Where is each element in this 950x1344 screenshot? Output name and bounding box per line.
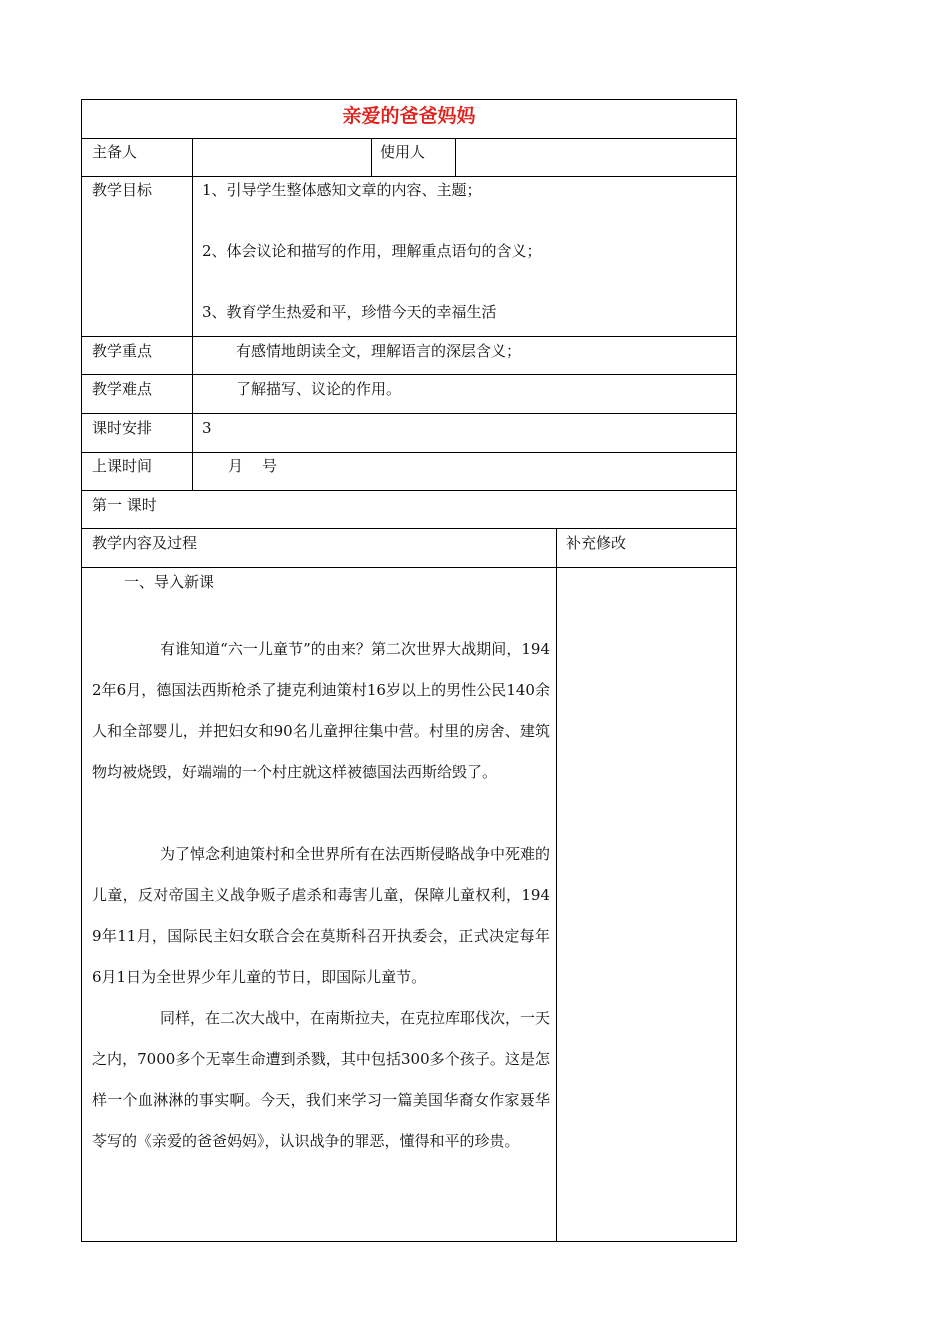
time-label: 上课时间	[92, 457, 153, 475]
row-divider	[82, 452, 736, 453]
intro-paragraph: 同样，在二次大战中，在南斯拉夫，在克拉库耶伐次，一天之内，7000多个无辜生命遭到杀戮，其中包括300多个孩子。这是怎样一个血淋淋的事实啊。今天，我们来学习一篇美国华裔女作家聂华苓写的《亲爱的爸爸妈妈》，认识战争的罪恶，懂得和平的珍贵。	[92, 1009, 551, 1150]
column-divider	[455, 138, 456, 176]
column-divider	[371, 138, 372, 176]
focus-label: 教学重点	[92, 342, 153, 360]
row-divider	[82, 490, 736, 491]
intro-paragraph: 为了悼念利迪策村和全世界所有在法西斯侵略战争中死难的儿童，反对帝国主义战争贩子虐杀和毒害儿童，保障儿童权利，1949年11月，国际民主妇女联合会在莫斯科召开执委会，正式决定每年6月1日为全世界少年儿童的节日，即国际儿童节。	[92, 845, 551, 986]
row-divider	[82, 138, 736, 139]
row-divider	[82, 567, 736, 568]
goal-item: 2、体会议论和描写的作用，理解重点语句的含义；	[202, 242, 542, 260]
difficulty-label: 教学难点	[92, 380, 153, 398]
goal-item: 3、教育学生热爱和平，珍惜今天的幸福生活	[202, 303, 497, 321]
lesson-plan-table	[81, 99, 737, 1242]
section-title: 一、导入新课	[124, 573, 215, 591]
time-month: 月	[228, 457, 244, 475]
content-header: 教学内容及过程	[92, 534, 198, 552]
lesson-number: 第一 课时	[92, 496, 157, 514]
hours-label: 课时安排	[92, 419, 153, 437]
row-divider	[82, 413, 736, 414]
row-divider	[82, 336, 736, 337]
row-divider	[82, 176, 736, 177]
column-divider	[556, 528, 557, 1242]
preparer-label: 主备人	[92, 143, 138, 161]
row-divider	[82, 374, 736, 375]
hours-value: 3	[202, 419, 212, 437]
supplement-header: 补充修改	[566, 534, 627, 552]
column-divider	[192, 138, 193, 490]
user-label: 使用人	[380, 143, 426, 161]
time-day: 号	[262, 457, 278, 475]
row-divider	[82, 528, 736, 529]
goals-label: 教学目标	[92, 181, 153, 199]
goal-item: 1、引导学生整体感知文章的内容、主题；	[202, 181, 482, 199]
focus-value: 有感情地朗读全文，理解语言的深层含义；	[236, 342, 522, 360]
difficulty-value: 了解描写、议论的作用。	[236, 380, 402, 398]
page-title: 亲爱的爸爸妈妈	[342, 105, 476, 127]
intro-paragraph: 有谁知道“六一儿童节”的由来？第二次世界大战期间，1942年6月，德国法西斯枪杀了捷克利迪策村16岁以上的男性公民140余人和全部婴儿，并把妇女和90名儿童押往集中营。村里的房舍、建筑物均被烧毁，好端端的一个村庄就这样被德国法西斯给毁了。	[92, 640, 550, 781]
